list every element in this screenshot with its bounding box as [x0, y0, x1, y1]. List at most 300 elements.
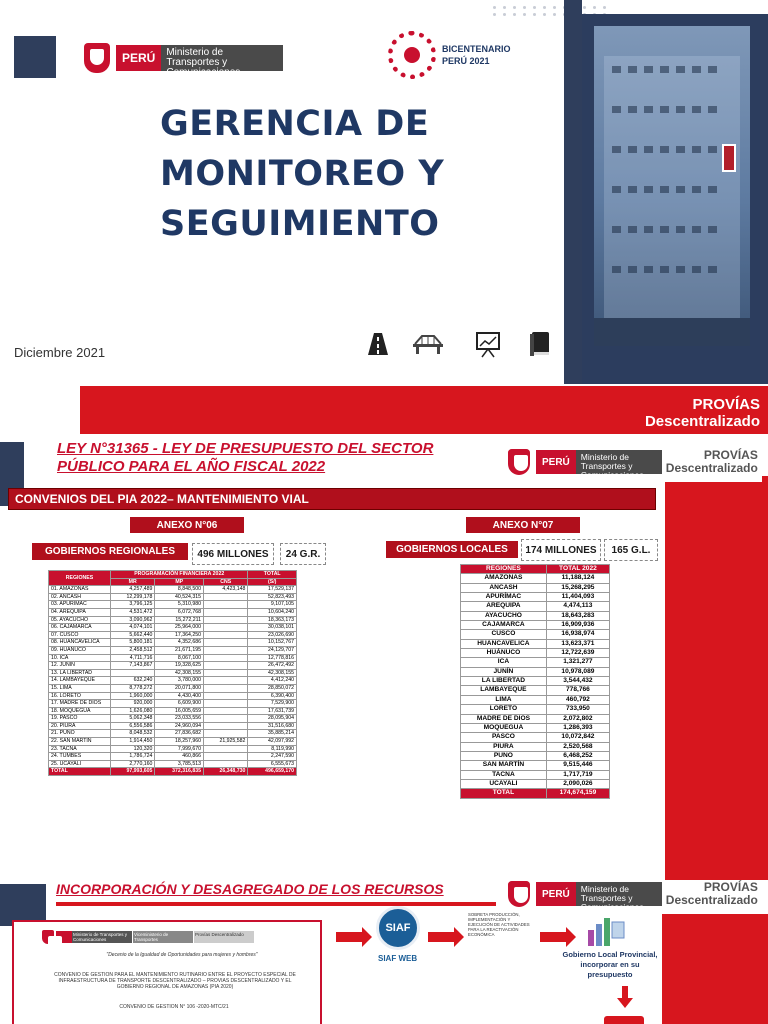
region-cell: AYACUCHO — [461, 611, 547, 620]
col-cns: CNS — [203, 578, 247, 586]
amount-cell: 6,390,400 — [248, 692, 297, 700]
amount-cell: 4,430,400 — [155, 692, 204, 700]
amount-cell: 1,960,000 — [111, 692, 155, 700]
region-cell: 14. LAMBAYEQUE — [49, 677, 111, 685]
local-governments-label: GOBIERNOS LOCALES — [386, 541, 518, 558]
table-row — [461, 593, 610, 602]
region-cell: LORETO — [461, 705, 547, 714]
region-cell: 04. AREQUIPA — [49, 608, 111, 616]
provias-line1: PROVÍAS — [692, 396, 760, 413]
amount-cell: 8,067,100 — [155, 654, 204, 662]
table-row — [461, 695, 610, 704]
region-cell: CUSCO — [461, 630, 547, 639]
col-programacion: PROGRAMACIÓN FINANCIERA 2022 — [111, 571, 248, 579]
table-row — [461, 677, 610, 686]
region-cell: 22. SAN MARTIN — [49, 738, 111, 746]
region-cell: 20. PIURA — [49, 722, 111, 730]
region-cell: 17. MADRE DE DIOS — [49, 700, 111, 708]
provias-line2: Descentralizado — [665, 893, 758, 907]
amount-cell: 12,722,639 — [546, 649, 609, 658]
region-cell: PIURA — [461, 742, 547, 751]
road-icon — [362, 328, 394, 360]
amount-cell: 12,299,178 — [111, 593, 155, 601]
title-line-2: MONITOREO Y — [160, 154, 445, 194]
table-row — [49, 677, 297, 685]
table-row — [461, 751, 610, 760]
table-row — [461, 779, 610, 788]
amount-cell: 42,097,992 — [248, 738, 297, 746]
peru-label: PERÚ — [536, 450, 576, 474]
peru-ministry-logo — [84, 38, 283, 78]
table-row — [461, 705, 610, 714]
amount-cell: 8,048,532 — [111, 730, 155, 738]
region-cell: LA LIBERTAD — [461, 677, 547, 686]
amount-cell: 4,074,101 — [111, 624, 155, 632]
amount-cell: 26,472,492 — [248, 662, 297, 670]
amount-cell: 6,468,252 — [546, 751, 609, 760]
amount-cell: 13,623,371 — [546, 639, 609, 648]
navy-stripe — [564, 0, 582, 384]
amount-cell: 21,671,195 — [155, 646, 204, 654]
region-cell: LAMBAYEQUE — [461, 686, 547, 695]
doc-provias: Provías Descentralizado — [194, 931, 254, 943]
total-cell: 26,348,730 — [203, 768, 247, 776]
budget-chart-icon — [586, 912, 628, 948]
amount-cell: 40,524,315 — [155, 593, 204, 601]
amount-cell — [111, 669, 155, 677]
col-mp: MP — [155, 578, 204, 586]
total-row — [461, 789, 610, 798]
amount-cell: 1,717,719 — [546, 770, 609, 779]
amount-cell: 12,778,816 — [248, 654, 297, 662]
amount-cell: 460,866 — [155, 753, 204, 761]
table-row — [49, 684, 297, 692]
amount-cell — [203, 760, 247, 768]
amount-cell: 23,033,556 — [155, 715, 204, 723]
amount-cell: 10,072,842 — [546, 733, 609, 742]
region-cell: 05. AYACUCHO — [49, 616, 111, 624]
amount-cell: 23,026,690 — [248, 631, 297, 639]
table-row — [461, 639, 610, 648]
amount-cell: 778,766 — [546, 686, 609, 695]
provias-brand-grey — [666, 449, 758, 475]
amount-cell: 3,544,432 — [546, 677, 609, 686]
table-row — [49, 601, 297, 609]
region-cell: 18. MOQUEGUA — [49, 707, 111, 715]
gov-local-label: Gobierno Local Provincial, incorporar en su presupuesto — [562, 950, 658, 979]
coat-of-arms-icon — [508, 881, 530, 907]
amount-cell: 3,090,962 — [111, 616, 155, 624]
provias-brand-grey — [666, 881, 758, 907]
calendar-icon — [604, 1016, 644, 1024]
siaf-logo: SIAF — [376, 906, 420, 950]
local-budget-table — [460, 564, 610, 799]
table-row — [49, 654, 297, 662]
amount-cell: 16,005,659 — [155, 707, 204, 715]
doc-decenio: "Decenio de la Igualdad de Oportunidades para mujeres y hombres" — [106, 952, 258, 958]
law-line-1: LEY N°31365 - LEY DE PRESUPUESTO DEL SECTOR — [57, 440, 434, 457]
amount-cell: 28,850,072 — [248, 684, 297, 692]
amount-cell: 460,792 — [546, 695, 609, 704]
process-text: SOBRETA PRODUCCIÓN, IMPLEMENTACIÓN Y EJECUCIÓN DE ACTIVIDADES PARA LA REACTIVACIÓN ECONÓMICA — [468, 912, 530, 937]
law-line-2: PÚBLICO PARA EL AÑO FISCAL 2022 — [57, 458, 326, 475]
local-amount: 174 MILLONES — [521, 539, 601, 561]
amount-cell: 8,778,272 — [111, 684, 155, 692]
arrow-right-icon — [540, 932, 568, 942]
title-line-1: GERENCIA DE — [160, 104, 430, 144]
table-row — [461, 611, 610, 620]
amount-cell — [203, 753, 247, 761]
amount-cell — [203, 700, 247, 708]
doc-body: CONVENIO DE GESTION PARA EL MANTENIMIENTO RUTINARIO ENTRE EL PROYECTO ESPECIAL DE INFRAESTRUCTURA DE TRANSPORTE DESCENTRALIZADO – PROVIAS DESCENTRALIZADO Y EL GOBIERNO REGIONAL DE AMAZONAS (PIA 2020) — [54, 972, 296, 990]
amount-cell: 15,268,295 — [546, 583, 609, 592]
sun-emblem-icon — [388, 31, 436, 79]
table-row — [49, 700, 297, 708]
amount-cell: 4,531,472 — [111, 608, 155, 616]
col-regiones: REGIONES — [461, 565, 547, 574]
region-cell: 21. PUNO — [49, 730, 111, 738]
building-photo — [594, 26, 750, 346]
col-total-2022: TOTAL 2022 — [546, 565, 609, 574]
region-cell: ANCASH — [461, 583, 547, 592]
region-cell: 01. AMAZONAS — [49, 586, 111, 594]
region-cell: CAJAMARCA — [461, 621, 547, 630]
regional-governments-label: GOBIERNOS REGIONALES — [32, 543, 188, 560]
amount-cell: 4,257,489 — [111, 586, 155, 594]
region-cell: APURÍMAC — [461, 593, 547, 602]
table-row — [49, 639, 297, 647]
region-cell: SAN MARTÍN — [461, 761, 547, 770]
amount-cell: 31,516,680 — [248, 722, 297, 730]
amount-cell: 7,529,900 — [248, 700, 297, 708]
amount-cell: 1,286,393 — [546, 723, 609, 732]
table-row — [49, 662, 297, 670]
amount-cell — [203, 715, 247, 723]
arrow-right-icon — [336, 932, 364, 942]
amount-cell: 25,964,000 — [155, 624, 204, 632]
table-row — [49, 753, 297, 761]
region-cell: PASCO — [461, 733, 547, 742]
resources-title: INCORPORACIÓN Y DESAGREGADO DE LOS RECURSOS — [56, 881, 444, 897]
date-label: Diciembre 2021 — [14, 345, 106, 360]
region-cell: AMAZONAS — [461, 574, 547, 583]
region-cell: 25. UCAYALI — [49, 760, 111, 768]
total-cell: 97,993,605 — [111, 768, 155, 776]
amount-cell: 9,107,105 — [248, 601, 297, 609]
amount-cell: 5,662,440 — [111, 631, 155, 639]
region-cell: PUNO — [461, 751, 547, 760]
amount-cell: 42,308,155 — [155, 669, 204, 677]
amount-cell: 4,711,716 — [111, 654, 155, 662]
amount-cell: 24,129,707 — [248, 646, 297, 654]
table-row — [49, 646, 297, 654]
table-row — [49, 715, 297, 723]
region-cell: 03. APURIMAC — [49, 601, 111, 609]
region-cell: HUÁNUCO — [461, 649, 547, 658]
arrow-right-icon — [428, 932, 456, 942]
amount-cell — [203, 707, 247, 715]
table-row — [49, 707, 297, 715]
total-cell: 372,316,835 — [155, 768, 204, 776]
amount-cell: 1,914,450 — [111, 738, 155, 746]
table-row — [49, 738, 297, 746]
amount-cell — [203, 684, 247, 692]
total-cell: 496,659,170 — [248, 768, 297, 776]
bicentenario-line1: BICENTENARIO — [442, 44, 511, 54]
amount-cell — [203, 722, 247, 730]
amount-cell — [203, 654, 247, 662]
total-cell: TOTAL — [461, 789, 547, 798]
amount-cell: 1,786,724 — [111, 753, 155, 761]
table-row — [49, 586, 297, 594]
coat-of-arms-icon — [508, 449, 530, 475]
table-row — [49, 593, 297, 601]
region-cell: 23. TACNA — [49, 745, 111, 753]
annex-07-label: ANEXO N°07 — [466, 517, 580, 533]
amount-cell: 18,257,960 — [155, 738, 204, 746]
region-cell: 12. JUNIN — [49, 662, 111, 670]
top-red-band — [80, 386, 768, 434]
region-cell: 02. ANCASH — [49, 593, 111, 601]
amount-cell: 2,770,160 — [111, 760, 155, 768]
amount-cell: 733,950 — [546, 705, 609, 714]
amount-cell: 24,960,094 — [155, 722, 204, 730]
table-row — [49, 722, 297, 730]
amount-cell: 30,038,101 — [248, 624, 297, 632]
amount-cell: 8,848,500 — [155, 586, 204, 594]
col-total: TOTAL — [248, 571, 297, 579]
amount-cell — [203, 692, 247, 700]
amount-cell: 52,823,493 — [248, 593, 297, 601]
provias-line1: PROVÍAS — [703, 880, 758, 894]
table-row — [461, 574, 610, 583]
amount-cell: 35,885,214 — [248, 730, 297, 738]
doc-number: CONVENIO DE GESTION N° 106 -2020-MTC/21 — [119, 1004, 229, 1010]
table-row — [461, 621, 610, 630]
amount-cell: 7,999,670 — [155, 745, 204, 753]
region-cell: 10. ICA — [49, 654, 111, 662]
region-cell: MADRE DE DIOS — [461, 714, 547, 723]
amount-cell: 2,520,568 — [546, 742, 609, 751]
amount-cell: 16,909,936 — [546, 621, 609, 630]
regional-count: 24 G.R. — [280, 543, 326, 565]
table-row — [461, 583, 610, 592]
ministry-label: Ministerio de Transportes y Comunicaciones — [161, 45, 283, 71]
amount-cell: 18,363,173 — [248, 616, 297, 624]
region-cell: AREQUIPA — [461, 602, 547, 611]
region-cell: 08. HUANCAVELICA — [49, 639, 111, 647]
table-row — [461, 658, 610, 667]
region-cell: 16. LORETO — [49, 692, 111, 700]
amount-cell: 5,310,980 — [155, 601, 204, 609]
total-cell: TOTAL — [49, 768, 111, 776]
title-underline — [56, 902, 496, 906]
table-row — [461, 686, 610, 695]
region-cell: JUNÍN — [461, 667, 547, 676]
regional-amount: 496 MILLONES — [192, 543, 274, 565]
bicentenario-line2: PERÚ 2021 — [442, 56, 490, 66]
amount-cell: 3,785,513 — [155, 760, 204, 768]
cover-slide — [0, 0, 768, 384]
amount-cell — [203, 593, 247, 601]
amount-cell: 5,062,348 — [111, 715, 155, 723]
section-title-bar: CONVENIOS DEL PIA 2022– MANTENIMIENTO VIAL — [8, 488, 656, 510]
amount-cell: 1,321,277 — [546, 658, 609, 667]
amount-cell — [203, 608, 247, 616]
amount-cell: 4,423,148 — [203, 586, 247, 594]
coat-of-arms-icon — [84, 43, 110, 73]
amount-cell: 11,404,093 — [546, 593, 609, 602]
region-cell: 06. CAJAMARCA — [49, 624, 111, 632]
amount-cell: 10,978,089 — [546, 667, 609, 676]
region-cell: 07. CUSCO — [49, 631, 111, 639]
col-total-unit: (S/) — [248, 578, 297, 586]
amount-cell: 3,796,125 — [111, 601, 155, 609]
bicentenario-logo — [388, 31, 511, 79]
amount-cell: 1,626,080 — [111, 707, 155, 715]
region-cell: MOQUEGUA — [461, 723, 547, 732]
amount-cell: 27,836,682 — [155, 730, 204, 738]
table-row — [49, 616, 297, 624]
amount-cell: 2,090,026 — [546, 779, 609, 788]
amount-cell: 21,925,582 — [203, 738, 247, 746]
region-cell: UCAYALI — [461, 779, 547, 788]
region-cell: HUANCAVELICA — [461, 639, 547, 648]
amount-cell: 6,609,900 — [155, 700, 204, 708]
amount-cell: 17,364,250 — [155, 631, 204, 639]
table-row — [461, 667, 610, 676]
provias-line2: Descentralizado — [665, 461, 758, 475]
table-row — [49, 730, 297, 738]
amount-cell: 2,072,802 — [546, 714, 609, 723]
amount-cell: 6,556,586 — [111, 722, 155, 730]
amount-cell — [203, 662, 247, 670]
amount-cell: 42,308,155 — [248, 669, 297, 677]
col-regiones: REGIONES — [49, 571, 111, 586]
amount-cell — [203, 646, 247, 654]
amount-cell — [203, 669, 247, 677]
amount-cell — [203, 745, 247, 753]
amount-cell: 19,328,625 — [155, 662, 204, 670]
amount-cell: 7,143,867 — [111, 662, 155, 670]
amount-cell — [203, 639, 247, 647]
amount-cell: 18,643,283 — [546, 611, 609, 620]
table-row — [461, 630, 610, 639]
regional-budget-table — [48, 570, 297, 776]
annex-06-label: ANEXO N°06 — [130, 517, 244, 533]
amount-cell — [203, 601, 247, 609]
region-cell: TACNA — [461, 770, 547, 779]
amount-cell: 4,474,113 — [546, 602, 609, 611]
amount-cell — [203, 631, 247, 639]
region-cell: 15. LIMA — [49, 684, 111, 692]
table-row — [49, 624, 297, 632]
table-row — [461, 770, 610, 779]
right-red-band — [662, 914, 768, 1024]
amount-cell: 20,071,800 — [155, 684, 204, 692]
col-mr: MR — [111, 578, 155, 586]
table-row — [49, 692, 297, 700]
amount-cell: 15,272,211 — [155, 616, 204, 624]
resources-slide — [0, 880, 768, 1024]
amount-cell: 5,800,181 — [111, 639, 155, 647]
region-cell: 09. HUANUCO — [49, 646, 111, 654]
amount-cell: 4,352,686 — [155, 639, 204, 647]
ministry-label: Ministerio de Transportes y Comunicaciones — [576, 882, 662, 906]
region-cell: ICA — [461, 658, 547, 667]
provias-brand — [645, 396, 760, 430]
amount-cell: 10,152,767 — [248, 639, 297, 647]
amount-cell: 10,604,240 — [248, 608, 297, 616]
table-row — [49, 631, 297, 639]
total-row — [49, 768, 297, 776]
local-count: 165 G.L. — [604, 539, 658, 561]
decorative-square — [14, 36, 56, 78]
amount-cell: 920,000 — [111, 700, 155, 708]
table-row — [49, 760, 297, 768]
law-title — [57, 440, 433, 476]
arrow-down-head — [617, 998, 633, 1008]
amount-cell: 2,458,512 — [111, 646, 155, 654]
amount-cell: 28,095,904 — [248, 715, 297, 723]
table-row — [49, 745, 297, 753]
right-red-band — [665, 476, 768, 880]
table-row — [461, 761, 610, 770]
amount-cell: 4,412,240 — [248, 677, 297, 685]
presentation-chart-icon — [472, 328, 504, 360]
table-row — [461, 714, 610, 723]
amount-cell: 2,247,590 — [248, 753, 297, 761]
amount-cell: 120,320 — [111, 745, 155, 753]
amount-cell: 8,119,990 — [248, 745, 297, 753]
amount-cell — [203, 624, 247, 632]
ministry-label: Ministerio de Transportes y Comunicaciones — [576, 450, 662, 474]
amount-cell: 3,780,000 — [155, 677, 204, 685]
amount-cell: 9,515,446 — [546, 761, 609, 770]
agreement-document — [12, 920, 322, 1024]
budget-slide — [0, 384, 768, 884]
book-icon — [524, 328, 556, 360]
region-cell: 13. LA LIBERTAD — [49, 669, 111, 677]
bridge-icon — [412, 328, 444, 360]
peru-ministry-logo-3 — [508, 874, 758, 914]
table-row — [461, 733, 610, 742]
doc-ministry: Ministerio de Transportes y Comunicaciones — [72, 931, 132, 943]
amount-cell: 16,938,974 — [546, 630, 609, 639]
peru-label: PERÚ — [116, 45, 161, 71]
table-row — [461, 723, 610, 732]
siaf-web-label: SIAF WEB — [378, 954, 418, 963]
table-row — [49, 608, 297, 616]
region-cell: 24. TUMBES — [49, 753, 111, 761]
doc-header — [42, 930, 254, 944]
doc-vice: Viceministerio de Transportes — [133, 931, 193, 943]
provias-line2: Descentralizado — [644, 413, 760, 430]
amount-cell — [203, 677, 247, 685]
region-cell: 19. PASCO — [49, 715, 111, 723]
amount-cell: 6,555,673 — [248, 760, 297, 768]
amount-cell: 6,072,768 — [155, 608, 204, 616]
table-row — [461, 649, 610, 658]
peru-ministry-logo-2 — [508, 442, 762, 482]
provias-line1: PROVÍAS — [703, 448, 758, 462]
region-cell: LIMA — [461, 695, 547, 704]
amount-cell: 17,529,137 — [248, 586, 297, 594]
table-row — [461, 602, 610, 611]
amount-cell: 17,631,739 — [248, 707, 297, 715]
table-row — [461, 742, 610, 751]
amount-cell — [203, 730, 247, 738]
